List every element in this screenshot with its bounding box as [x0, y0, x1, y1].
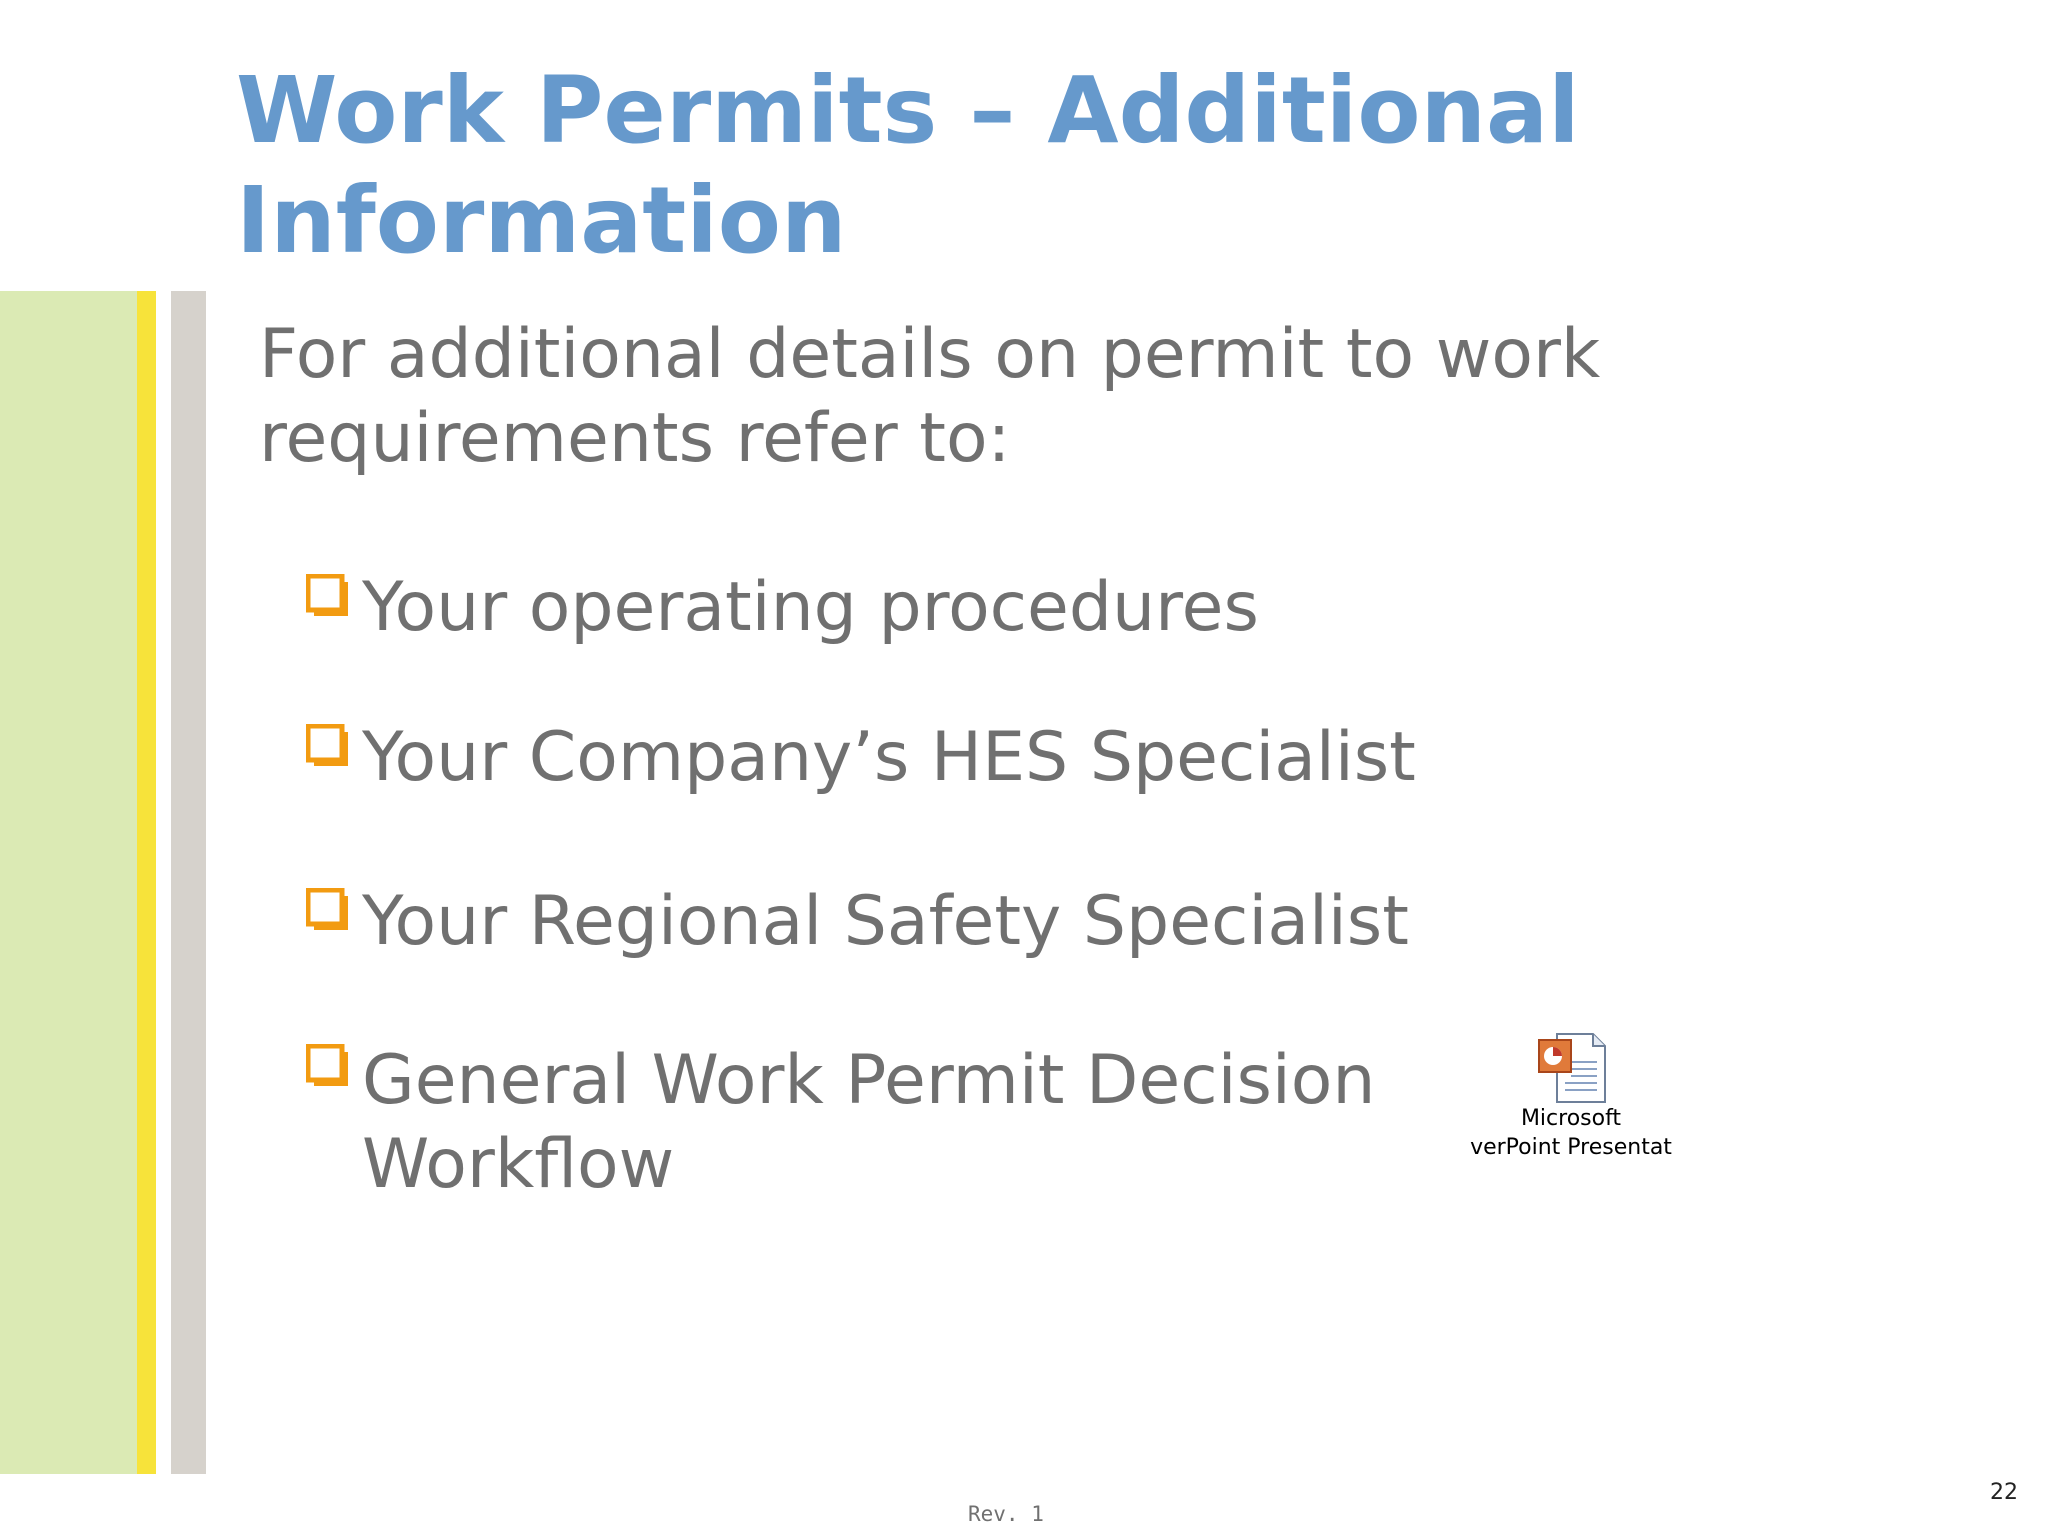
checkbox-bullet-icon [306, 574, 350, 618]
bullet-label: Your Regional Safety Specialist [362, 882, 1409, 961]
embedded-object-label: Microsoft [1520, 1106, 1622, 1131]
checkbox-bullet-icon [306, 1044, 350, 1088]
checkbox-bullet-icon [306, 724, 350, 768]
intro-text: For additional details on permit to work requirements refer to: [259, 315, 1601, 478]
decorative-bar-gray [171, 291, 206, 1474]
decorative-bar-yellow [137, 291, 156, 1474]
powerpoint-document-icon [1531, 1032, 1611, 1104]
embedded-object-label: verPoint Presentat [1470, 1135, 1672, 1160]
slide-title: Work Permits – Additional Information [236, 57, 1580, 274]
slide-number: 22 [1990, 1480, 2018, 1505]
embedded-presentation-object[interactable] [1456, 1032, 1686, 1172]
checkbox-bullet-icon [306, 888, 350, 932]
bullet-label: General Work Permit Decision Workflow [362, 1041, 1376, 1204]
decorative-bar-green [0, 291, 137, 1474]
bullet-label: Your operating procedures [362, 568, 1259, 647]
footer-revision: Rev. 1 [968, 1502, 1044, 1526]
bullet-label: Your Company’s HES Specialist [362, 718, 1416, 797]
